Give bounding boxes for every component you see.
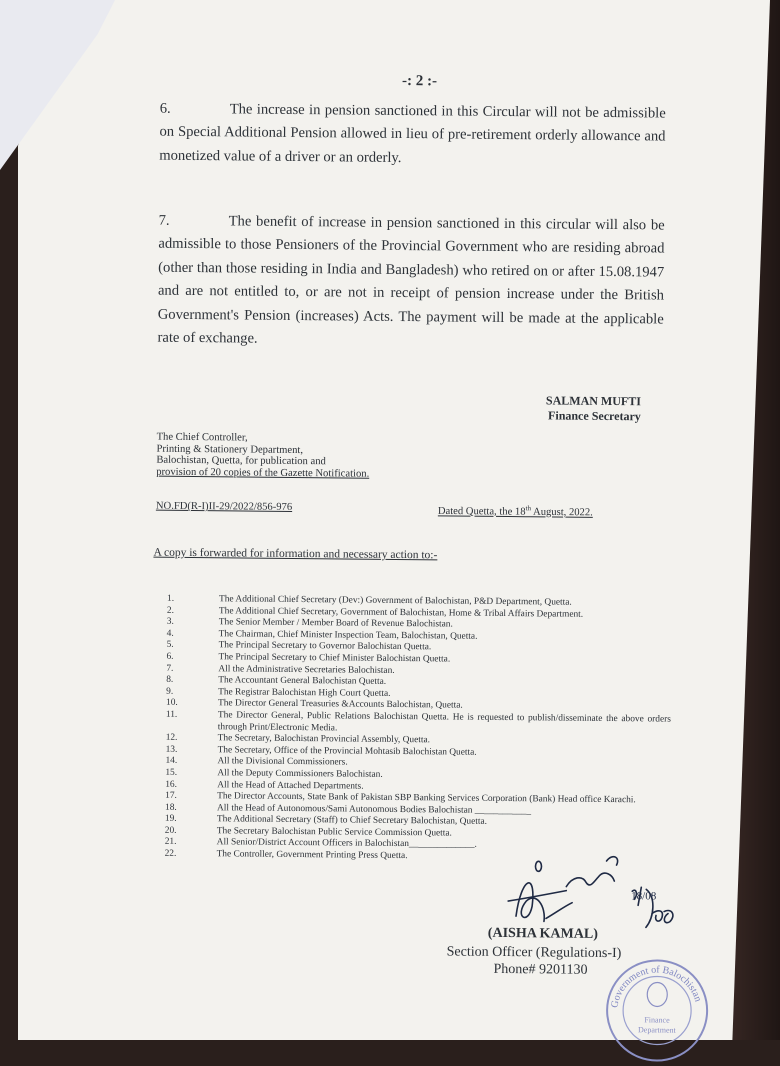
item-text: The Additional Chief Secretary, Government of Balochistan, Home & Tribal Affairs Department.	[218, 605, 584, 620]
item-text: The Additional Chief Secretary (Dev:) Government of Balochistan, P&D Department, Quetta.	[218, 594, 572, 608]
item-number: 18.	[164, 802, 177, 813]
item-number: 13.	[165, 744, 178, 755]
address-line: Printing & Stationery Department,	[156, 443, 304, 456]
item-text: The Secretary Balochistan Public Service Commission Quetta.	[216, 826, 452, 839]
item-text: All the Administrative Secretaries Balochistan.	[218, 663, 395, 676]
item-number: 16.	[165, 779, 178, 790]
item-number: 3.	[166, 616, 174, 628]
dated-line: Dated Quetta, the 18th August, 2022.	[437, 504, 593, 519]
handwritten-date: 18/08	[631, 890, 657, 903]
item-number: 21.	[164, 837, 177, 848]
address-line: provision of 20 copies of the Gazette Notification.	[156, 466, 370, 480]
item-text: The Chairman, Chief Minister Inspection Team, Balochistan, Quetta.	[218, 629, 478, 642]
item-text: The Secretary, Office of the Provincial Mohtasib Balochistan Quetta.	[217, 744, 477, 758]
paragraph-number: 7.	[158, 212, 170, 229]
item-number: 12.	[165, 732, 178, 743]
item-text: The Director General, Public Relations Balochistan Quetta. He is requested to publish/disseminate the above orders through Print/Electronic Media.	[217, 710, 671, 733]
paragraph-text: The benefit of increase in pension sanctioned in this circular will also be admissible to those Pensioners of the Provincial Government who are residing abroad (other than those residing in India and Bangladesh) who retired on or after 15.08.1947 and are not entitled to, or are not in receipt of pension increase under the British Government's Pension (increases) Acts. The payment will be made at the applicable rate of exchange.	[157, 213, 665, 347]
item-text: The Senior Member / Member Board of Revenue Balochistan.	[218, 617, 453, 630]
item-number: 5.	[166, 640, 174, 651]
item-text: The Accountant General Balochistan Quetta.	[218, 675, 387, 688]
item-number: 17.	[165, 790, 177, 801]
item-text: All the Deputy Commissioners Balochistan.	[217, 768, 383, 780]
official-stamp	[601, 952, 714, 1065]
item-text: The Director General Treasuries &Accounts Balochistan, Quetta.	[217, 698, 463, 711]
item-text: The Controller, Government Printing Press Quetta.	[216, 849, 408, 862]
paragraph-7	[157, 210, 664, 355]
officer-phone: Phone# 9201130	[493, 961, 588, 978]
svg-text:Finance: Finance	[644, 1015, 670, 1025]
item-number: 11.	[165, 709, 178, 720]
item-number: 4.	[166, 628, 174, 639]
item-number: 8.	[166, 674, 174, 685]
item-text: The Principal Secretary to Governor Balochistan Quetta.	[218, 640, 432, 653]
item-text: All Senior/District Account Officers in Balochistan______________.	[216, 837, 477, 851]
signatory-title: Finance Secretary	[548, 408, 641, 424]
paragraph-number: 6.	[159, 100, 171, 117]
svg-text:Department: Department	[637, 1025, 676, 1035]
item-text: The Principal Secretary to Chief Minister Balochistan Quetta.	[218, 652, 451, 665]
svg-text:Government of Balochistan: Government of Balochistan	[609, 964, 704, 1009]
signatory-name: SALMAN MUFTI	[545, 393, 642, 409]
item-number: 6.	[166, 651, 174, 662]
item-text: All the Divisional Commissioners.	[217, 756, 348, 768]
officer-name: (AISHA KAMAL)	[487, 925, 598, 942]
item-number: 2.	[166, 605, 175, 616]
address-block	[156, 432, 416, 481]
item-text: The Additional Secretary (Staff) to Chief Secretary Balochistan, Quetta.	[216, 814, 488, 828]
item-text: All the Head of Autonomous/Sami Autonomous Bodies Balochistan ____________	[216, 802, 532, 816]
page-number: -: 2 :-	[401, 73, 438, 90]
paragraph-text: The increase in pension sanctioned in this Circular will not be admissible on Special Additional Pension allowed in lieu of pre-retirement orderly allowance and monetized value of a driver or an orderly.	[159, 101, 666, 166]
item-number: 19.	[164, 814, 177, 825]
item-number: 10.	[165, 698, 178, 709]
reference-number: NO.FD(R-I)II-29/2022/856-976	[155, 500, 293, 513]
distribution-list	[165, 594, 673, 865]
signatory-block	[501, 393, 641, 424]
item-number: 14.	[165, 756, 178, 767]
item-text: All the Head of Attached Departments.	[217, 779, 364, 792]
item-number: 7.	[166, 663, 174, 674]
address-line: Balochistan, Quetta, for publication and	[156, 454, 326, 468]
item-number: 20.	[164, 825, 177, 836]
item-text: The Registrar Balochistan High Court Quetta.	[218, 687, 391, 699]
paragraph-6	[159, 98, 666, 173]
item-number: 15.	[165, 767, 178, 778]
item-number: 9.	[166, 686, 174, 697]
item-text: The Director Accounts, State Bank of Pakistan SBP Banking Services Corporation (Bank) Head office Karachi.	[217, 791, 636, 806]
item-number: 22.	[164, 848, 177, 859]
item-text: The Secretary, Balochistan Provincial Assembly, Quetta.	[217, 733, 431, 746]
officer-designation: Section Officer (Regulations-I)	[446, 944, 622, 962]
item-number: 1.	[166, 593, 175, 604]
address-line: The Chief Controller,	[156, 431, 248, 444]
forward-heading: A copy is forwarded for information and necessary action to:-	[153, 546, 438, 562]
